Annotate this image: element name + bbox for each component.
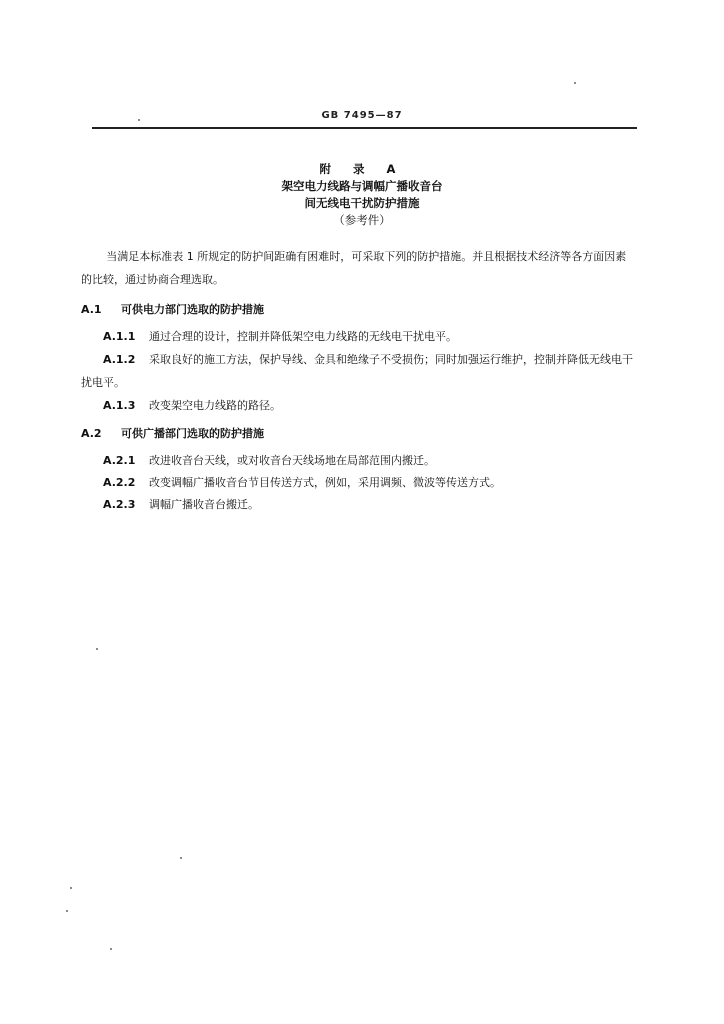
appendix-title-block — [0, 161, 724, 229]
scan-speck — [96, 648, 98, 650]
clause-number: A.2.2 — [103, 476, 136, 489]
scan-speck — [180, 857, 182, 859]
scan-speck — [70, 887, 72, 889]
appendix-note: （参考件） — [333, 213, 391, 227]
scan-speck — [66, 910, 68, 912]
appendix-title-line-1: 架空电力线路与调幅广播收音台 — [281, 179, 443, 193]
intro-paragraph: 当满足本标准表 1 所规定的防护间距确有困难时，可采取下列的防护措施。并且根据技术经济等各方面因素的比较，通过协商合理选取。 — [81, 250, 627, 286]
clause-a-2-3 — [103, 493, 259, 516]
scan-speck — [110, 948, 112, 950]
standard-code-header: GB 7495—87 — [321, 110, 403, 121]
scan-speck — [138, 119, 140, 121]
clause-a-2-1 — [103, 449, 435, 472]
clause-text: 改变调幅广播收音台节目传送方式，例如，采用调频、微波等传送方式。 — [149, 476, 501, 489]
clause-text: 改进收音台天线，或对收音台天线场地在局部范围内搬迁。 — [149, 454, 435, 467]
header-rule — [92, 127, 637, 129]
clause-a-1-3 — [103, 394, 281, 417]
section-number: A.1 — [81, 303, 102, 316]
clause-number: A.2.3 — [103, 498, 136, 511]
clause-number: A.1.3 — [103, 399, 136, 412]
appendix-title-line-2: 间无线电干扰防护措施 — [304, 196, 420, 210]
clause-text: 调幅广播收音台搬迁。 — [149, 498, 259, 511]
section-title: 可供广播部门选取的防护措施 — [121, 427, 264, 440]
section-heading-a1 — [81, 301, 264, 317]
appendix-label: 附 录 A — [319, 162, 405, 176]
clause-text: 采取良好的施工方法，保护导线、金具和绝缘子不受损伤；同时加强运行维护，控制并降低无线电干扰电平。 — [81, 353, 633, 389]
clause-text: 通过合理的设计，控制并降低架空电力线路的无线电干扰电平。 — [149, 330, 457, 343]
clause-number: A.1.2 — [103, 353, 136, 366]
clause-a-2-2 — [103, 471, 501, 494]
section-heading-a2 — [81, 425, 264, 441]
clause-text: 改变架空电力线路的路径。 — [149, 399, 281, 412]
scan-speck — [574, 82, 576, 84]
clause-number: A.1.1 — [103, 330, 136, 343]
clause-a-1-2 — [81, 348, 637, 394]
clause-a-1-1 — [103, 325, 457, 348]
clause-number: A.2.1 — [103, 454, 136, 467]
section-title: 可供电力部门选取的防护措施 — [121, 303, 264, 316]
section-number: A.2 — [81, 427, 102, 440]
